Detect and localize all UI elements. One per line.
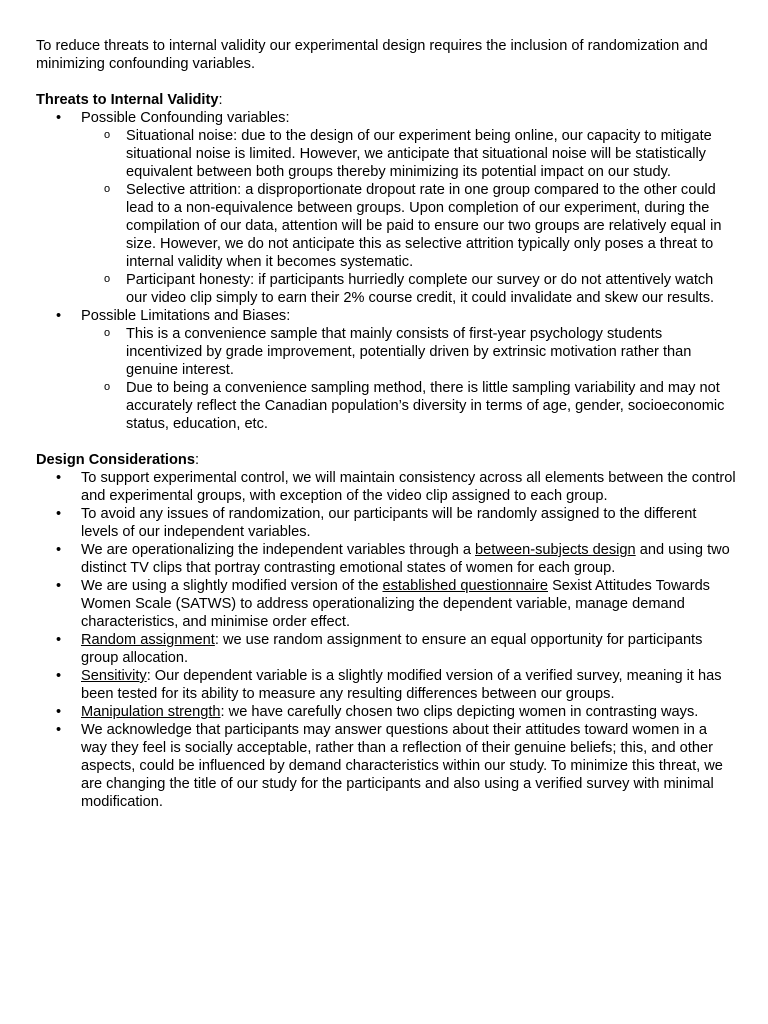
- intro-paragraph: To reduce threats to internal validity our experimental design requires the inclusion of randomization and minimizing confounding variables.: [36, 38, 708, 72]
- list-item-confounding: [36, 109, 736, 307]
- limitations-sublist: [81, 325, 736, 433]
- list-item: o This is a convenience sample that mainly consists of first-year psychology students incentivized by grade improvement, potentially driven by extrinsic motivation rather than genuine interest.: [81, 325, 736, 379]
- list-item: [36, 667, 736, 703]
- questionnaire-text-post: Sexist Attitudes Towards Women Scale (SATWS) to address operationalizing the dependent variable, manage demand characteristics, and minimise order effect.: [81, 578, 710, 630]
- confounding-label: Possible Confounding variables:: [81, 110, 290, 126]
- manipulation-strength-text: : we have carefully chosen two clips depicting women in contrasting ways.: [220, 704, 699, 720]
- sensitivity-text: : Our dependent variable is a slightly modified version of a verified survey, meaning it has been tested for its ability to measure any resulting differences between our groups.: [81, 668, 722, 702]
- list-item: o Due to being a convenience sampling method, there is little sampling variability and may not accurately reflect the Canadian population’s diversity in terms of age, gender, socioeconomic status, education, etc.: [81, 379, 736, 433]
- limitations-label: Possible Limitations and Biases:: [81, 308, 291, 324]
- operationalizing-text-pre: We are operationalizing the independent variables through a: [81, 542, 476, 558]
- manipulation-strength-term: Manipulation strength: [81, 704, 221, 720]
- operationalizing-text-post: and using two distinct TV clips that portray contrasting emotional states of women for each group.: [81, 542, 730, 576]
- design-heading: [36, 451, 736, 469]
- list-item: o Selective attrition: a disproportionate dropout rate in one group compared to the other could lead to a non-equivalence between groups. Upon completion of our experiment, during the compilation of our data, attention will be paid to ensure our two groups are relatively equal in size. However, we do not anticipate this as selective attrition typically only poses a threat to internal validity when it becomes systematic.: [81, 181, 736, 271]
- questionnaire-text-pre: We are using a slightly modified version of the: [81, 578, 383, 594]
- list-item: [36, 541, 736, 577]
- confounding-sublist: [81, 127, 736, 307]
- list-item: [36, 703, 736, 721]
- design-heading-colon: :: [194, 452, 199, 468]
- design-list: [36, 469, 736, 811]
- list-item: • To support experimental control, we will maintain consistency across all elements between the control and experimental groups, with exception of the video clip assigned to each group.: [36, 469, 736, 505]
- established-questionnaire-link: established questionnaire: [382, 578, 549, 594]
- threats-list: [36, 109, 736, 433]
- document-page: [36, 37, 736, 811]
- list-item: • We acknowledge that participants may answer questions about their attitudes toward women in a way they feel is socially acceptable, rather than a reflection of their genuine beliefs; this, and other aspects, could be influenced by demand characteristics within our study. To minimize this threat, we are changing the title of our study for the participants and also using a verified survey with minimal modification.: [36, 721, 736, 811]
- list-item-limitations: [36, 307, 736, 433]
- threats-heading-text: Threats to Internal Validity: [36, 92, 219, 108]
- list-item: [36, 631, 736, 667]
- list-item: [36, 577, 736, 631]
- section-spacer: [36, 433, 736, 451]
- list-item: o Participant honesty: if participants hurriedly complete our survey or do not attentively watch our video clip simply to earn their 2% course credit, it could invalidate and skew our results.: [81, 271, 736, 307]
- sensitivity-term: Sensitivity: [81, 668, 147, 684]
- between-subjects-link: between-subjects design: [475, 542, 636, 558]
- threats-heading-colon: :: [218, 92, 223, 108]
- threats-heading: [36, 91, 736, 109]
- random-assignment-text: : we use random assignment to ensure an equal opportunity for participants group allocation.: [81, 632, 703, 666]
- list-item: • To avoid any issues of randomization, our participants will be randomly assigned to the different levels of our independent variables.: [36, 505, 736, 541]
- list-item: o Situational noise: due to the design of our experiment being online, our capacity to mitigate situational noise is limited. However, we anticipate that situational noise will be statistically equivalent between both groups thereby minimizing its potential impact on our study.: [81, 127, 736, 181]
- design-heading-text: Design Considerations: [36, 452, 195, 468]
- random-assignment-term: Random assignment: [81, 632, 215, 648]
